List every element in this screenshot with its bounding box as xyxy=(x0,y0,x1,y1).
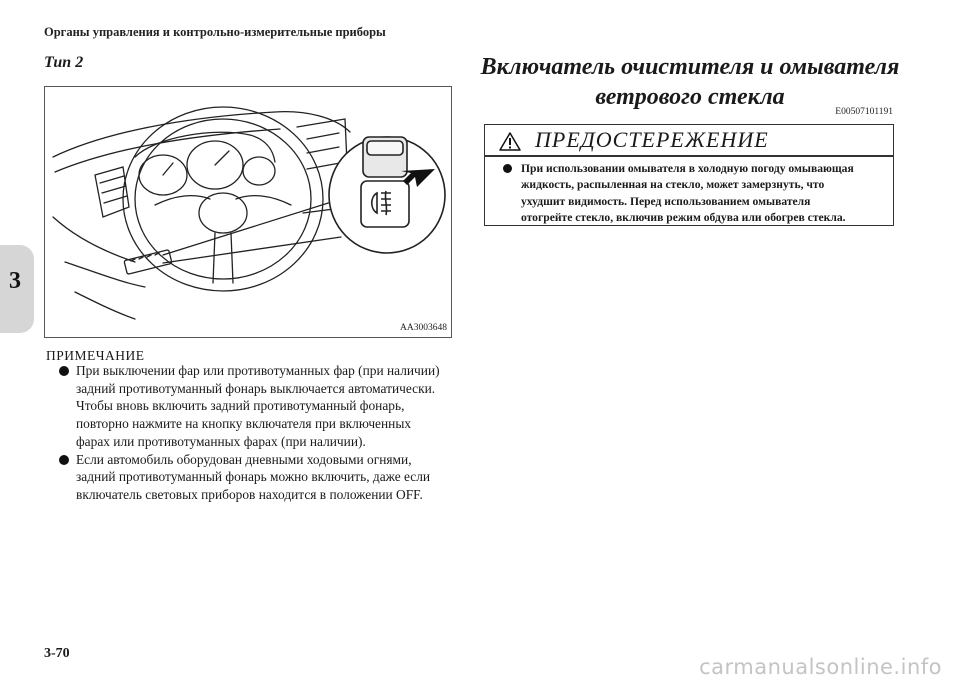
note-line: При выключении фар или противотуманных фар (при наличии) xyxy=(76,363,440,378)
warning-title: ПРЕДОСТЕРЕЖЕНИЕ xyxy=(535,127,769,152)
figure-code: AA3003648 xyxy=(400,323,447,333)
note-line: задний противотуманный фонарь можно включить, даже если xyxy=(76,469,431,485)
section-title-line: ветрового стекла xyxy=(595,84,785,110)
section-code: E00507101191 xyxy=(835,107,893,117)
warning-header xyxy=(485,125,893,157)
bullet-icon xyxy=(59,366,69,376)
note-item-1 xyxy=(46,362,456,451)
bullet-icon xyxy=(59,455,69,465)
section-tab-number: 3 xyxy=(9,268,21,294)
note-line: Если автомобиль оборудован дневными ходовыми огнями, xyxy=(76,451,412,467)
note-line: фарах или противотуманных фарах (при наличии). xyxy=(76,433,366,449)
warning-item xyxy=(485,161,893,226)
page-number: 3-70 xyxy=(44,646,70,661)
warning-line: отогрейте стекло, включив режим обдува или обогрев стекла. xyxy=(521,210,846,224)
note-line: повторно нажмите на кнопку включателя при включенных xyxy=(76,416,412,432)
type-label: Тип 2 xyxy=(44,54,84,71)
section-title-line: Включатель очистителя и омывателя xyxy=(480,54,900,80)
section-title xyxy=(480,52,900,112)
warning-line: ухудшит видимость. Перед использованием омывателя xyxy=(521,194,811,208)
note-item-2 xyxy=(46,451,456,504)
note-line: включатель световых приборов находится в положении OFF. xyxy=(76,486,423,502)
watermark: carmanualsonline.info xyxy=(699,655,942,679)
note-line: задний противотуманный фонарь выключается автоматически. xyxy=(76,380,436,396)
dashboard-figure xyxy=(44,86,452,338)
note-list xyxy=(46,362,456,504)
bullet-icon xyxy=(503,164,512,173)
note-title: ПРИМЕЧАНИЕ xyxy=(46,348,145,363)
warning-body xyxy=(485,161,893,226)
warning-box xyxy=(484,124,894,226)
warning-line: При использовании омывателя в холодную погоду омывающая xyxy=(521,162,854,175)
note-line: Чтобы вновь включить задний противотуманный фонарь, xyxy=(76,398,405,414)
warning-line: жидкость, распыленная на стекло, может замерзнуть, что xyxy=(521,178,825,192)
chapter-header: Органы управления и контрольно-измерительные приборы xyxy=(44,25,386,39)
warning-triangle-icon xyxy=(499,132,521,151)
rear-fog-light-switch-illustration xyxy=(45,87,452,338)
